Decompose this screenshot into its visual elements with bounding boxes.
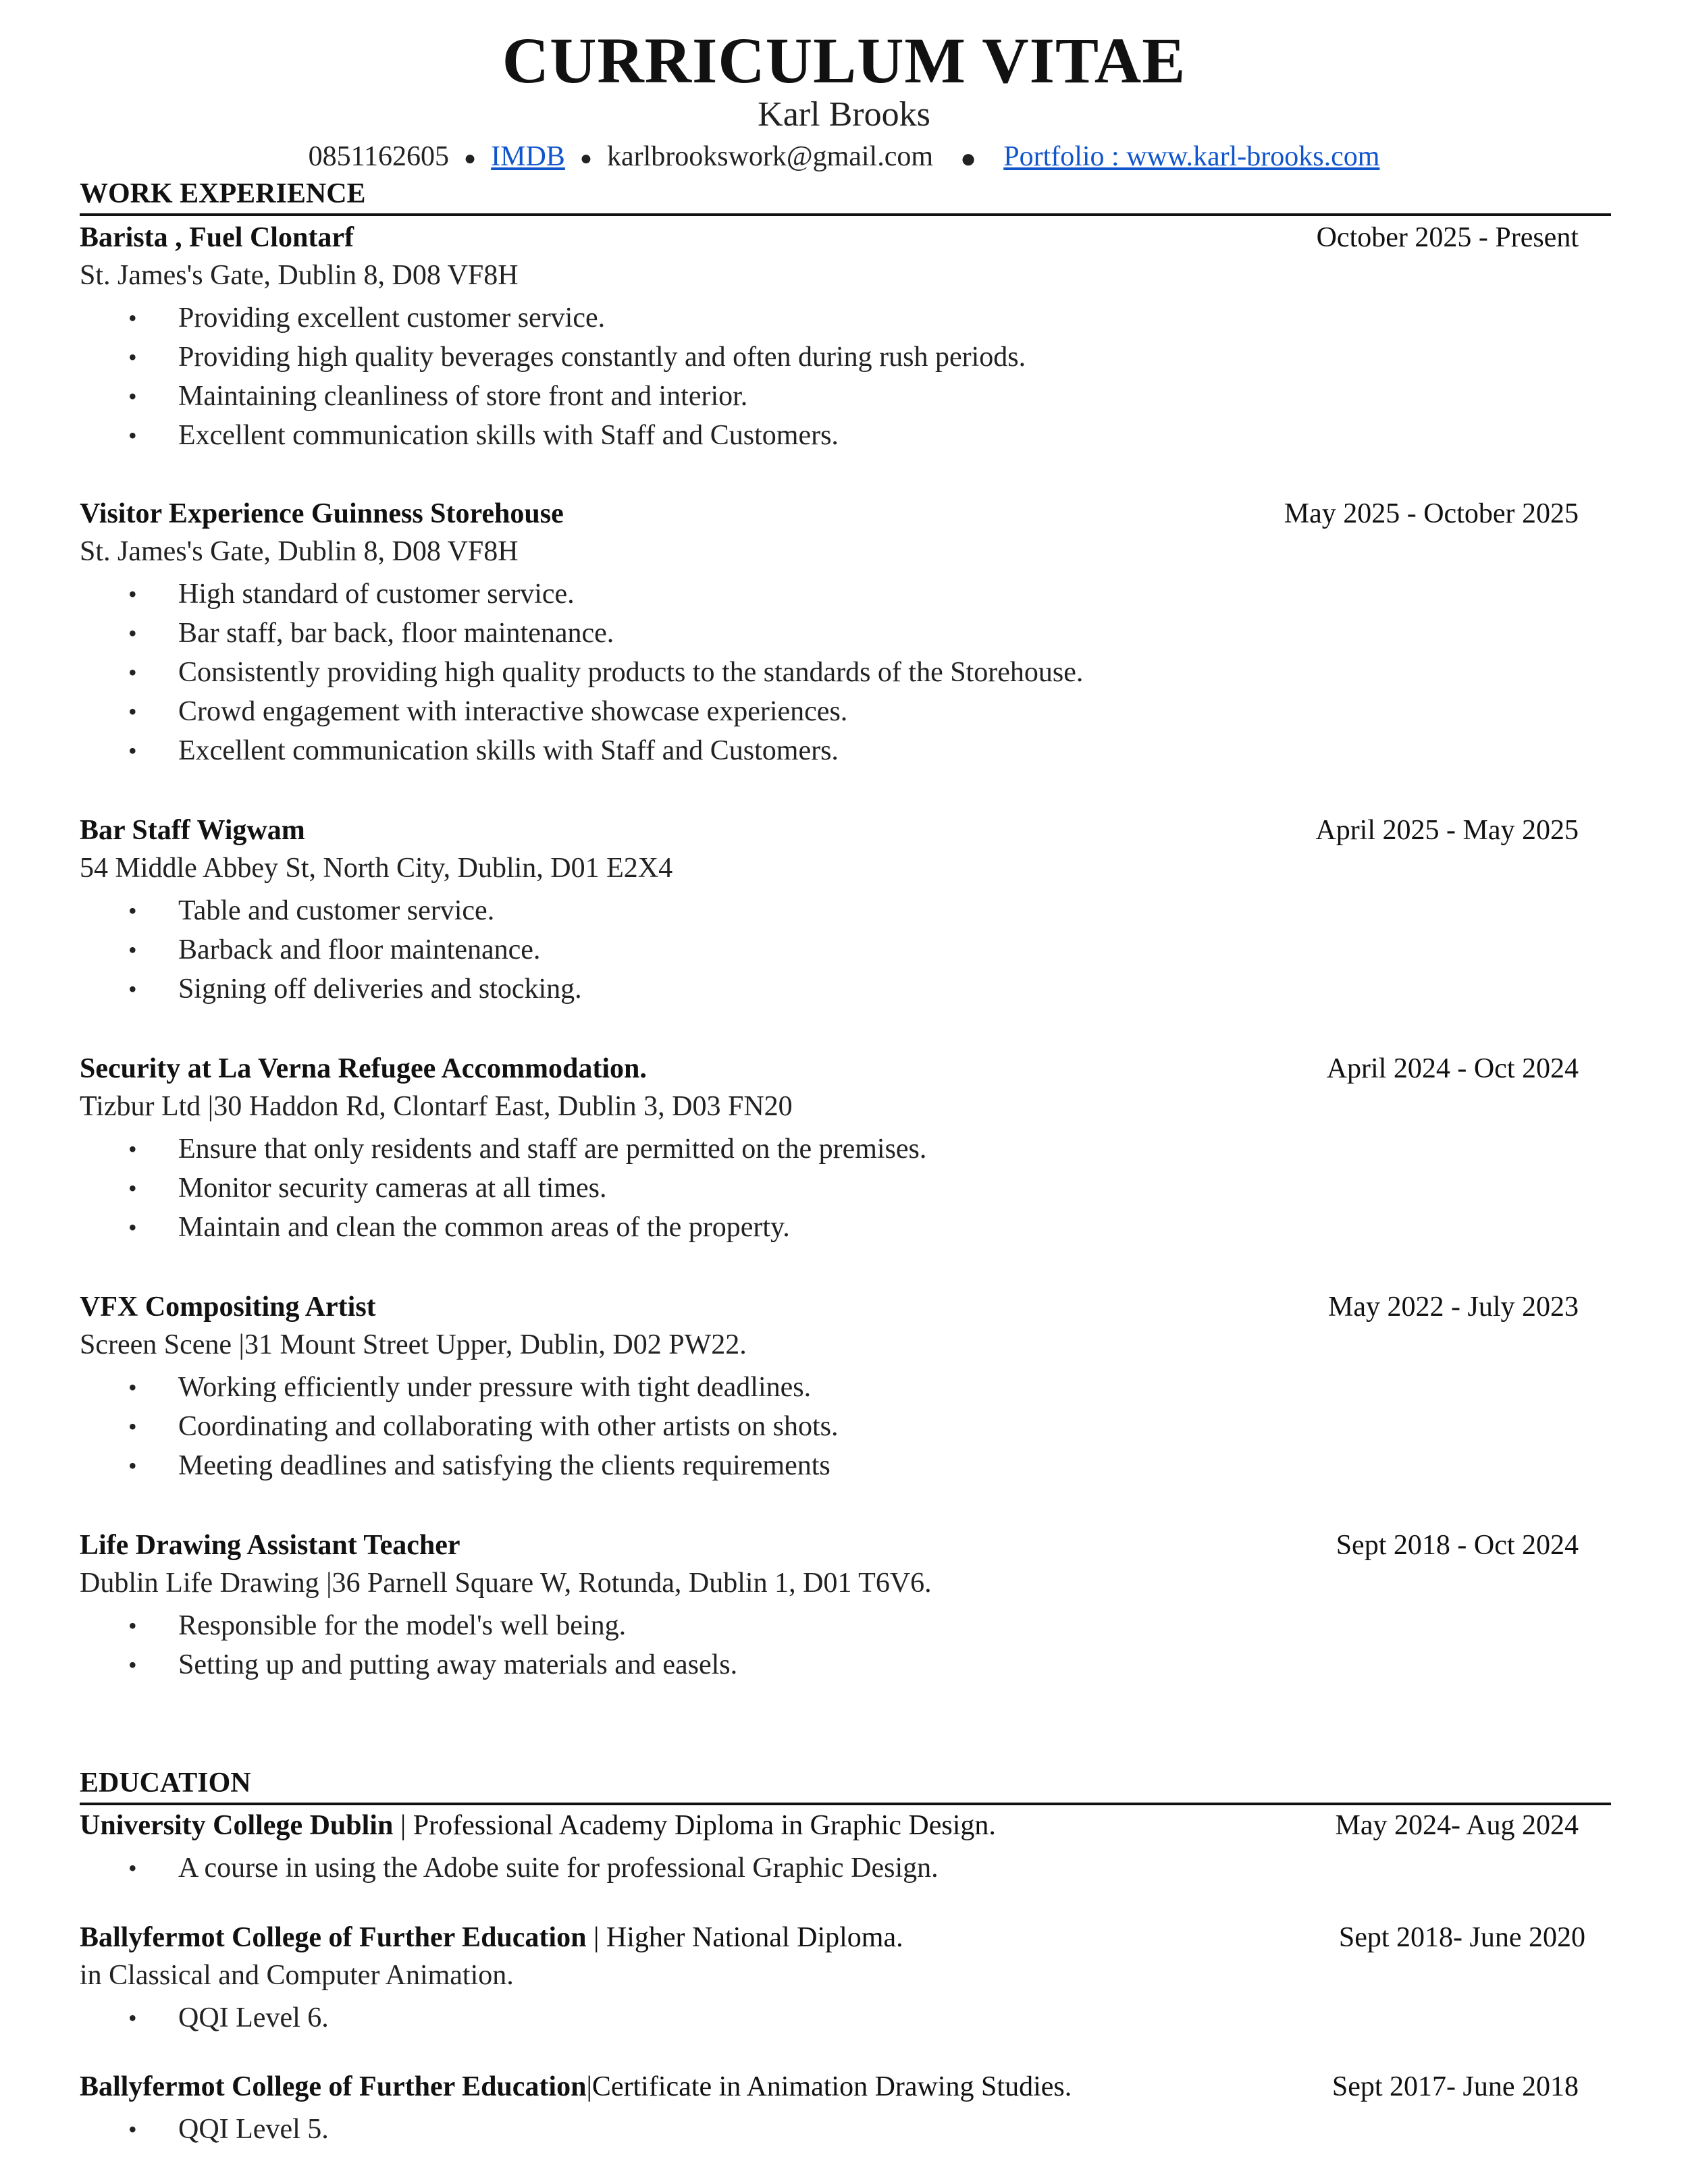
education-entry bbox=[80, 2068, 1579, 2149]
job-entry bbox=[80, 495, 1579, 770]
school-name: Ballyfermot College of Further Education bbox=[80, 1922, 587, 1953]
job-entry bbox=[80, 219, 1579, 455]
job-title: Barista , Fuel Clontarf bbox=[80, 222, 354, 253]
education-heading: EDUCATION bbox=[80, 1767, 251, 1799]
job-duties bbox=[80, 575, 1579, 770]
education-dates: Sept 2018- June 2020 bbox=[1338, 1922, 1585, 1953]
job-duties bbox=[80, 891, 1579, 1009]
education-title bbox=[80, 1807, 996, 1844]
job-duties bbox=[80, 298, 1579, 455]
job-location: Screen Scene |31 Mount Street Upper, Dublin, D02 PW22. bbox=[80, 1329, 747, 1360]
bullet-separator: ● bbox=[464, 147, 477, 170]
phone-number: 0851162605 bbox=[308, 141, 450, 172]
email-address: karlbrookswork@gmail.com bbox=[606, 141, 934, 172]
job-location: St. James's Gate, Dublin 8, D08 VF8H bbox=[80, 260, 519, 291]
job-dates: May 2022 - July 2023 bbox=[1328, 1291, 1579, 1323]
list-item: • A course in using the Adobe suite for professional Graphic Design. bbox=[80, 1848, 1579, 1888]
job-title: Visitor Experience Guinness Storehouse bbox=[80, 498, 564, 529]
list-item: • QQI Level 6. bbox=[80, 1998, 1579, 2037]
job-location: Tizbur Ltd |30 Haddon Rd, Clontarf East, Dublin 3, D03 FN20 bbox=[80, 1091, 793, 1122]
education-dates: Sept 2017- June 2018 bbox=[1331, 2071, 1579, 2102]
education-notes bbox=[80, 2110, 1579, 2149]
list-item: • Maintain and clean the common areas of the property. bbox=[80, 1208, 1579, 1247]
list-item: • Monitor security cameras at all times. bbox=[80, 1169, 1579, 1208]
job-entry bbox=[80, 1526, 1579, 1684]
school-name: Ballyfermot College of Further Education bbox=[80, 2071, 587, 2102]
qualification: |Certificate in Animation Drawing Studies. bbox=[586, 2071, 1072, 2102]
list-item: • High standard of customer service. bbox=[80, 575, 1579, 614]
job-dates: May 2025 - October 2025 bbox=[1284, 498, 1579, 529]
section-divider bbox=[80, 213, 1611, 216]
job-title: Security at La Verna Refugee Accommodation. bbox=[80, 1053, 647, 1084]
work-experience-heading: WORK EXPERIENCE bbox=[80, 178, 366, 209]
list-item: • Table and customer service. bbox=[80, 891, 1579, 930]
education-notes bbox=[80, 1998, 1579, 2037]
list-item: • Excellent communication skills with Staff and Customers. bbox=[80, 731, 1579, 770]
job-location: Dublin Life Drawing |36 Parnell Square W, Rotunda, Dublin 1, D01 T6V6. bbox=[80, 1568, 932, 1599]
section-divider bbox=[80, 1803, 1611, 1805]
list-item: • Coordinating and collaborating with other artists on shots. bbox=[80, 1407, 1579, 1446]
education-entry bbox=[80, 1807, 1579, 1888]
education-notes bbox=[80, 1848, 1579, 1888]
job-duties bbox=[80, 1606, 1579, 1684]
qualification: | Professional Academy Diploma in Graphic Design. bbox=[393, 1810, 996, 1841]
job-location: 54 Middle Abbey St, North City, Dublin, D01 E2X4 bbox=[80, 853, 673, 884]
education-dates: May 2024- Aug 2024 bbox=[1335, 1810, 1579, 1841]
school-name: University College Dublin bbox=[80, 1810, 394, 1841]
job-location: St. James's Gate, Dublin 8, D08 VF8H bbox=[80, 536, 519, 567]
imdb-link[interactable]: IMDB bbox=[491, 141, 565, 172]
job-dates: April 2024 - Oct 2024 bbox=[1326, 1053, 1579, 1084]
job-duties bbox=[80, 1129, 1579, 1247]
qualification: | Higher National Diploma. bbox=[586, 1922, 903, 1953]
list-item: • Crowd engagement with interactive showcase experiences. bbox=[80, 692, 1579, 731]
list-item: • QQI Level 5. bbox=[80, 2110, 1579, 2149]
contact-line bbox=[0, 138, 1688, 178]
job-entry bbox=[80, 1050, 1579, 1247]
document-title: CURRICULUM VITAE bbox=[502, 24, 1186, 97]
bullet-separator: ● bbox=[579, 147, 592, 170]
list-item: • Consistently providing high quality products to the standards of the Storehouse. bbox=[80, 653, 1579, 692]
job-entry bbox=[80, 811, 1579, 1009]
job-duties bbox=[80, 1368, 1579, 1485]
education-entry bbox=[80, 1919, 1585, 2037]
list-item: • Responsible for the model's well being. bbox=[80, 1606, 1579, 1645]
list-item: • Working efficiently under pressure with tight deadlines. bbox=[80, 1368, 1579, 1407]
bullet-separator: ● bbox=[960, 143, 977, 174]
list-item: • Bar staff, bar back, floor maintenance. bbox=[80, 614, 1579, 653]
job-title: Bar Staff Wigwam bbox=[80, 815, 305, 846]
job-title: VFX Compositing Artist bbox=[80, 1291, 376, 1323]
job-dates: October 2025 - Present bbox=[1316, 222, 1579, 253]
portfolio-link[interactable]: Portfolio : www.karl-brooks.com bbox=[1003, 141, 1380, 172]
job-dates: Sept 2018 - Oct 2024 bbox=[1336, 1530, 1579, 1561]
education-title bbox=[80, 2068, 1072, 2106]
education-title bbox=[80, 1919, 903, 1956]
list-item: • Barback and floor maintenance. bbox=[80, 930, 1579, 969]
job-title: Life Drawing Assistant Teacher bbox=[80, 1530, 460, 1561]
list-item: • Providing excellent customer service. bbox=[80, 298, 1579, 338]
job-entry bbox=[80, 1288, 1579, 1485]
person-name: Karl Brooks bbox=[758, 95, 930, 134]
list-item: • Meeting deadlines and satisfying the clients requirements bbox=[80, 1446, 1579, 1485]
list-item: • Maintaining cleanliness of store front and interior. bbox=[80, 377, 1579, 416]
qualification-detail: in Classical and Computer Animation. bbox=[80, 1960, 514, 1991]
job-dates: April 2025 - May 2025 bbox=[1315, 815, 1579, 846]
list-item: • Ensure that only residents and staff are permitted on the premises. bbox=[80, 1129, 1579, 1169]
list-item: • Signing off deliveries and stocking. bbox=[80, 969, 1579, 1009]
list-item: • Setting up and putting away materials and easels. bbox=[80, 1645, 1579, 1684]
list-item: • Excellent communication skills with Staff and Customers. bbox=[80, 416, 1579, 455]
list-item: • Providing high quality beverages constantly and often during rush periods. bbox=[80, 338, 1579, 377]
